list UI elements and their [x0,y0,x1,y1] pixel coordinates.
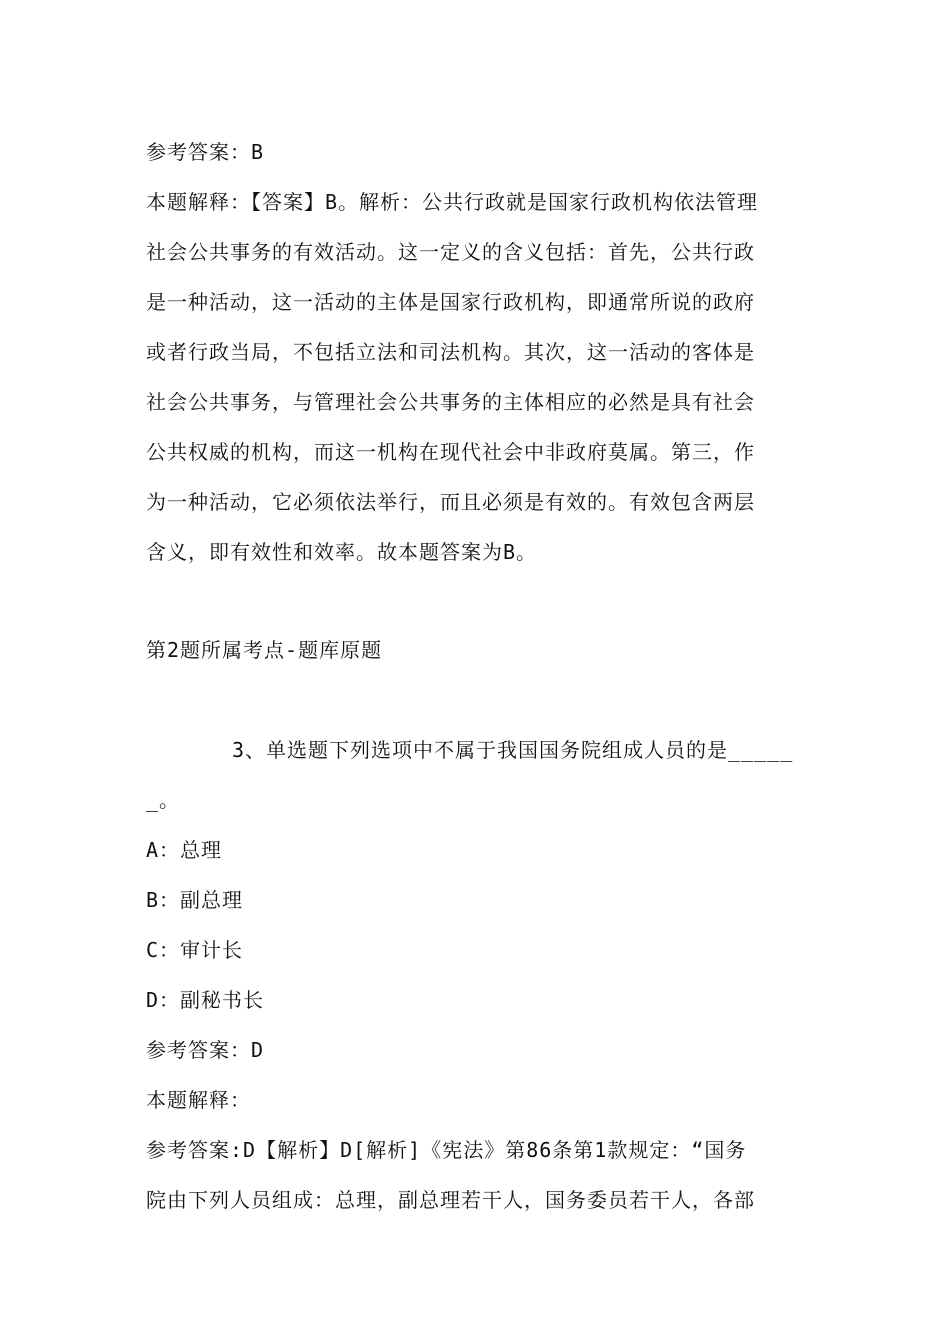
q2-topic: 第2题所属考点-题库原题 [146,638,383,662]
q3-explanation-line: 院由下列人员组成：总理，副总理若干人，国务委员若干人，各部 [146,1188,755,1212]
q2-explanation-line: 含义，即有效性和效率。故本题答案为B。 [146,540,538,564]
q2-explanation-line: 公共权威的机构，而这一机构在现代社会中非政府莫属。第三，作 [146,440,755,464]
q3-answer: 参考答案：D [146,1038,265,1062]
q3-stem: 3、单选题下列选项中不属于我国国务院组成人员的是_____ [232,738,794,762]
q2-explanation-line: 社会公共事务的有效活动。这一定义的含义包括：首先，公共行政 [146,240,755,264]
q3-option-d: D：副秘书长 [146,988,265,1012]
q2-explanation-line: 本题解释：【答案】B。解析：公共行政就是国家行政机构依法管理 [146,190,759,214]
q2-explanation-line: 或者行政当局，不包括立法和司法机构。其次，这一活动的客体是 [146,340,755,364]
q2-explanation-line: 为一种活动，它必须依法举行，而且必须是有效的。有效包含两层 [146,490,755,514]
q3-stem-continuation: _。 [146,788,181,812]
q3-explanation-label: 本题解释： [146,1088,251,1112]
q3-option-a: A：总理 [146,838,223,862]
q2-explanation-line: 社会公共事务，与管理社会公共事务的主体相应的必然是具有社会 [146,390,755,414]
q3-option-b: B：副总理 [146,888,244,912]
q3-option-c: C：审计长 [146,938,244,962]
q2-explanation-line: 是一种活动，这一活动的主体是国家行政机构，即通常所说的政府 [146,290,755,314]
q2-answer: 参考答案：B [146,140,265,164]
q3-explanation-line: 参考答案:D【解析】D[解析]《宪法》第86条第1款规定：“国务 [146,1138,747,1162]
